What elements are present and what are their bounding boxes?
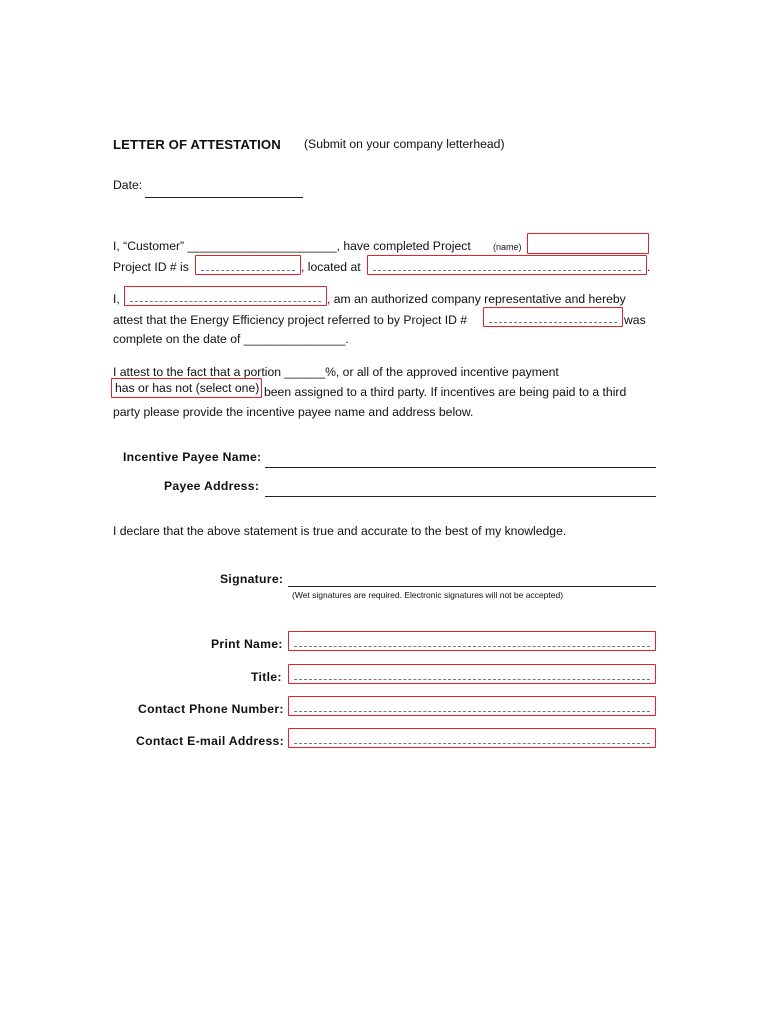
contact-phone-field[interactable] <box>288 696 656 716</box>
contact-phone-label: Contact Phone Number: <box>138 702 284 716</box>
print-name-label: Print Name: <box>211 637 283 651</box>
payee-address-field[interactable] <box>265 496 656 497</box>
located-at-label: , located at <box>301 260 361 274</box>
project-id-attest-field[interactable] <box>483 307 623 327</box>
title-field[interactable] <box>288 664 656 684</box>
portion-text: I attest to the fact that a portion ______%, or all of the approved incentive payment <box>113 365 559 379</box>
completion-date-text: complete on the date of _______________. <box>113 332 349 346</box>
was-label: was <box>624 313 646 327</box>
signature-note: (Wet signatures are required. Electronic signatures will not be accepted) <box>292 590 564 600</box>
period: . <box>647 260 651 274</box>
signature-label: Signature: <box>220 572 284 586</box>
signature-field[interactable] <box>288 586 656 587</box>
project-id-label: Project ID # is <box>113 260 189 274</box>
date-field[interactable] <box>145 197 303 198</box>
third-party-text: been assigned to a third party. If incentives are being paid to a third <box>264 385 627 399</box>
incentive-payee-name-field[interactable] <box>265 467 656 468</box>
project-location-field[interactable] <box>367 255 647 275</box>
select-text: has or has not (select one) <box>115 381 260 395</box>
authorized-rep-text: , am an authorized company representative and hereby <box>327 292 626 306</box>
contact-email-field[interactable] <box>288 728 656 748</box>
project-name-hint: (name) <box>493 242 522 252</box>
incentive-payee-name-label: Incentive Payee Name: <box>123 450 262 464</box>
contact-email-label: Contact E-mail Address: <box>136 734 284 748</box>
project-id-field[interactable] <box>195 255 301 275</box>
payee-address-label: Payee Address: <box>164 479 260 493</box>
declaration-text: I declare that the above statement is true and accurate to the best of my knowledge. <box>113 524 567 538</box>
date-label: Date: <box>113 178 143 192</box>
payee-instruction-text: party please provide the incentive payee name and address below. <box>113 405 474 419</box>
attest-project-text: attest that the Energy Efficiency project referred to by Project ID # <box>113 313 468 327</box>
document-subtitle: (Submit on your company letterhead) <box>304 137 505 151</box>
title-label: Title: <box>251 670 282 684</box>
i-label: I, <box>113 292 120 306</box>
project-name-field[interactable] <box>527 233 649 254</box>
customer-project-text: I, “Customer” ______________________, have completed Project <box>113 239 471 253</box>
document-title: LETTER OF ATTESTATION <box>113 137 281 152</box>
has-or-has-not-select[interactable] <box>111 378 262 398</box>
representative-name-field[interactable] <box>124 286 327 306</box>
print-name-field[interactable] <box>288 631 656 651</box>
